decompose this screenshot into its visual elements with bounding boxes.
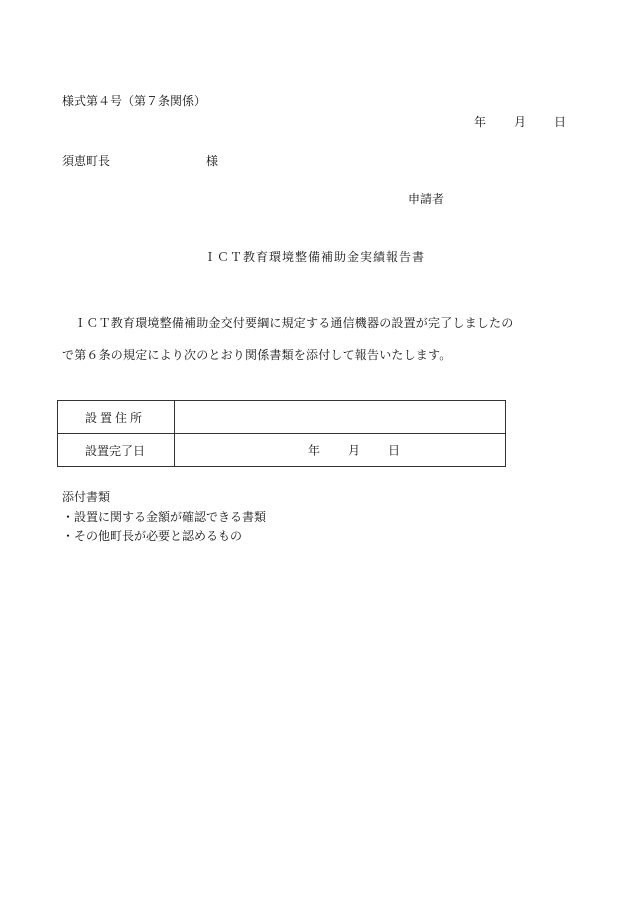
- attachments-heading: 添付書類: [62, 490, 111, 504]
- address-label: 設置住所: [58, 401, 175, 434]
- address-value-cell[interactable]: [175, 401, 506, 434]
- body-text-line-1: ＩＣＴ教育環境整備補助金交付要綱に規定する通信機器の設置が完了しましたの: [62, 316, 514, 330]
- completion-day-label: 日: [388, 443, 401, 458]
- addressee-honorific: 様: [206, 154, 219, 168]
- report-date: [474, 116, 566, 128]
- report-table: [57, 400, 506, 467]
- attachment-item: ・その他町長が必要と認めるもの: [62, 529, 243, 543]
- applicant-label: 申請者: [408, 192, 445, 206]
- date-year-label: 年: [474, 115, 487, 129]
- table-row-completion-date: [58, 434, 506, 467]
- completion-month-label: 月: [348, 443, 361, 458]
- date-day-label: 日: [554, 115, 567, 129]
- document-title: ＩＣＴ教育環境整備補助金実績報告書: [204, 250, 426, 264]
- completion-date-label: 設置完了日: [58, 434, 175, 467]
- completion-date-value-cell[interactable]: [175, 434, 506, 467]
- body-text-line-2: で第６条の規定により次のとおり関係書類を添付して報告いたします。: [62, 348, 452, 362]
- completion-year-label: 年: [308, 443, 321, 458]
- attachment-item: ・設置に関する金額が確認できる書類: [62, 510, 267, 524]
- date-month-label: 月: [514, 115, 527, 129]
- completion-date-fields: [308, 442, 400, 459]
- form-number: 様式第４号（第７条関係）: [62, 94, 207, 108]
- addressee-name: 須恵町長: [62, 154, 111, 168]
- table-row-address: [58, 401, 506, 434]
- addressee: [62, 155, 218, 167]
